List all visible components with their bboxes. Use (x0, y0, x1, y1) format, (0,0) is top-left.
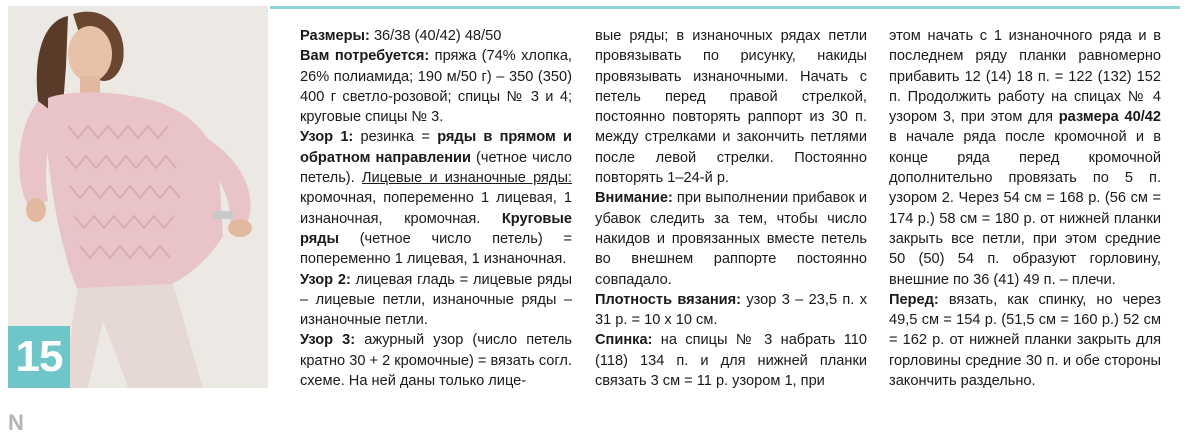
back-text: на спицы № 3 набрать 110 (118) 134 п. и для нижней планки связать 3 см = 11 р. узором 1, при (595, 332, 867, 390)
back-continued (889, 26, 1161, 290)
text-column-2 (595, 26, 867, 391)
pattern-3-label: Узор 3: (300, 332, 356, 349)
pattern-1-text: (четное число петель). (300, 149, 572, 187)
density-paragraph (595, 290, 867, 331)
attention-text: при выполнении прибавок и убавок следить за тем, чтобы число накидов и провязанных вместе петель во внешнем раппорте постоянно совпадало. (595, 190, 867, 288)
materials-paragraph (300, 46, 572, 127)
pattern-2-label: Узор 2: (300, 271, 351, 288)
attention-label: Внимание: (595, 190, 673, 207)
pattern-3-continued: вые ряды; в изнаночных рядах петли провязывать по рисунку, накиды провязывать изнаночными. Начать с петель перед правой стрелкой, постоянно повторять раппорт из 30 п. между стрелками и закончить петлями после левой стрелки. Постоянно повторять 1–24-й р. (595, 28, 867, 187)
sizes-label: Размеры: (300, 28, 370, 44)
back-continued-text: этом начать с 1 изнаночного ряда и в последнем ряду планки равномерно прибавить 12 (14) 18 п. = 122 (132) 152 п. Продолжить работу на спицах № 4 узором 3, при этом для (889, 28, 1161, 126)
pattern-2-text: лицевая гладь = лицевые ряды – лицевые петли, изнаночные ряды – изнаночные петли. (300, 271, 572, 329)
sizes-value: 36/38 (40/42) 48/50 (369, 28, 502, 44)
page-number-badge: 15 (8, 326, 70, 388)
size-bold: размера 40/42 (1058, 109, 1161, 126)
front-paragraph (889, 290, 1161, 391)
pattern-1-text: кромочная, попеременно 1 лицевая, 1 изнаночная, кромочная. (300, 190, 572, 227)
back-continued-text: в начале ряда после кромочной и в конце ряда перед кромочной дополнительно провязать по 5 п. узором 2. Через 54 см = 168 р. (56 см = 174 р.) 58 см = 180 р. от нижней планки закрыть все петли, при этом средние 50 (50) 54 п. образуют горловину, внешние по 36 (41) 49 п. – плечи. (889, 129, 1161, 288)
pattern-1-text: (четное число петель) = попеременно 1 лицевая, 1 изнаночная. (300, 230, 572, 268)
text-column-1 (300, 26, 572, 391)
sizes-paragraph (300, 26, 572, 46)
pattern-3-paragraph (300, 330, 572, 391)
pattern-1-bold: Круговые ряды (300, 210, 572, 247)
pattern-1-label: Узор 1: (300, 129, 354, 146)
density-label: Плотность вязания: (595, 291, 742, 308)
back-paragraph (595, 330, 867, 391)
next-page-mark: N (8, 410, 24, 435)
back-label: Спинка: (595, 332, 653, 349)
attention-paragraph (595, 188, 867, 289)
density-text: узор 3 – 23,5 п. х 31 р. = 10 х 10 см. (595, 291, 867, 329)
pattern-1-underlined: Лицевые и изнаночные ряды: (361, 170, 572, 187)
materials-value: пряжа (74% хлопка, 26% полиамида; 190 м/50 г) – 350 (350) 400 г светло-розовой; спицы № 3 и 4; круговые спицы № 3. (300, 48, 572, 126)
pattern-3-text: ажурный узор (число петель кратно 30 + 2 кромочные) = вязать согл. схеме. На ней даны только лице- (300, 332, 572, 390)
pattern-1-bold: ряды в прямом и обратном направлении (300, 129, 572, 166)
text-column-3 (889, 26, 1161, 391)
materials-label: Вам потребуется: (300, 48, 430, 65)
pattern-2-paragraph (300, 270, 572, 331)
pattern-1-paragraph (300, 127, 572, 269)
top-accent-rule (270, 6, 1180, 9)
front-label: Перед: (889, 291, 939, 308)
front-text: вязать, как спинку, но через 49,5 см = 154 р. (51,5 см = 160 р.) 52 см = 162 р. от нижней планки закрыть для горловины средние 30 п. и обе стороны закончить раздельно. (889, 291, 1161, 390)
pattern-1-text: резинка = (353, 129, 438, 146)
